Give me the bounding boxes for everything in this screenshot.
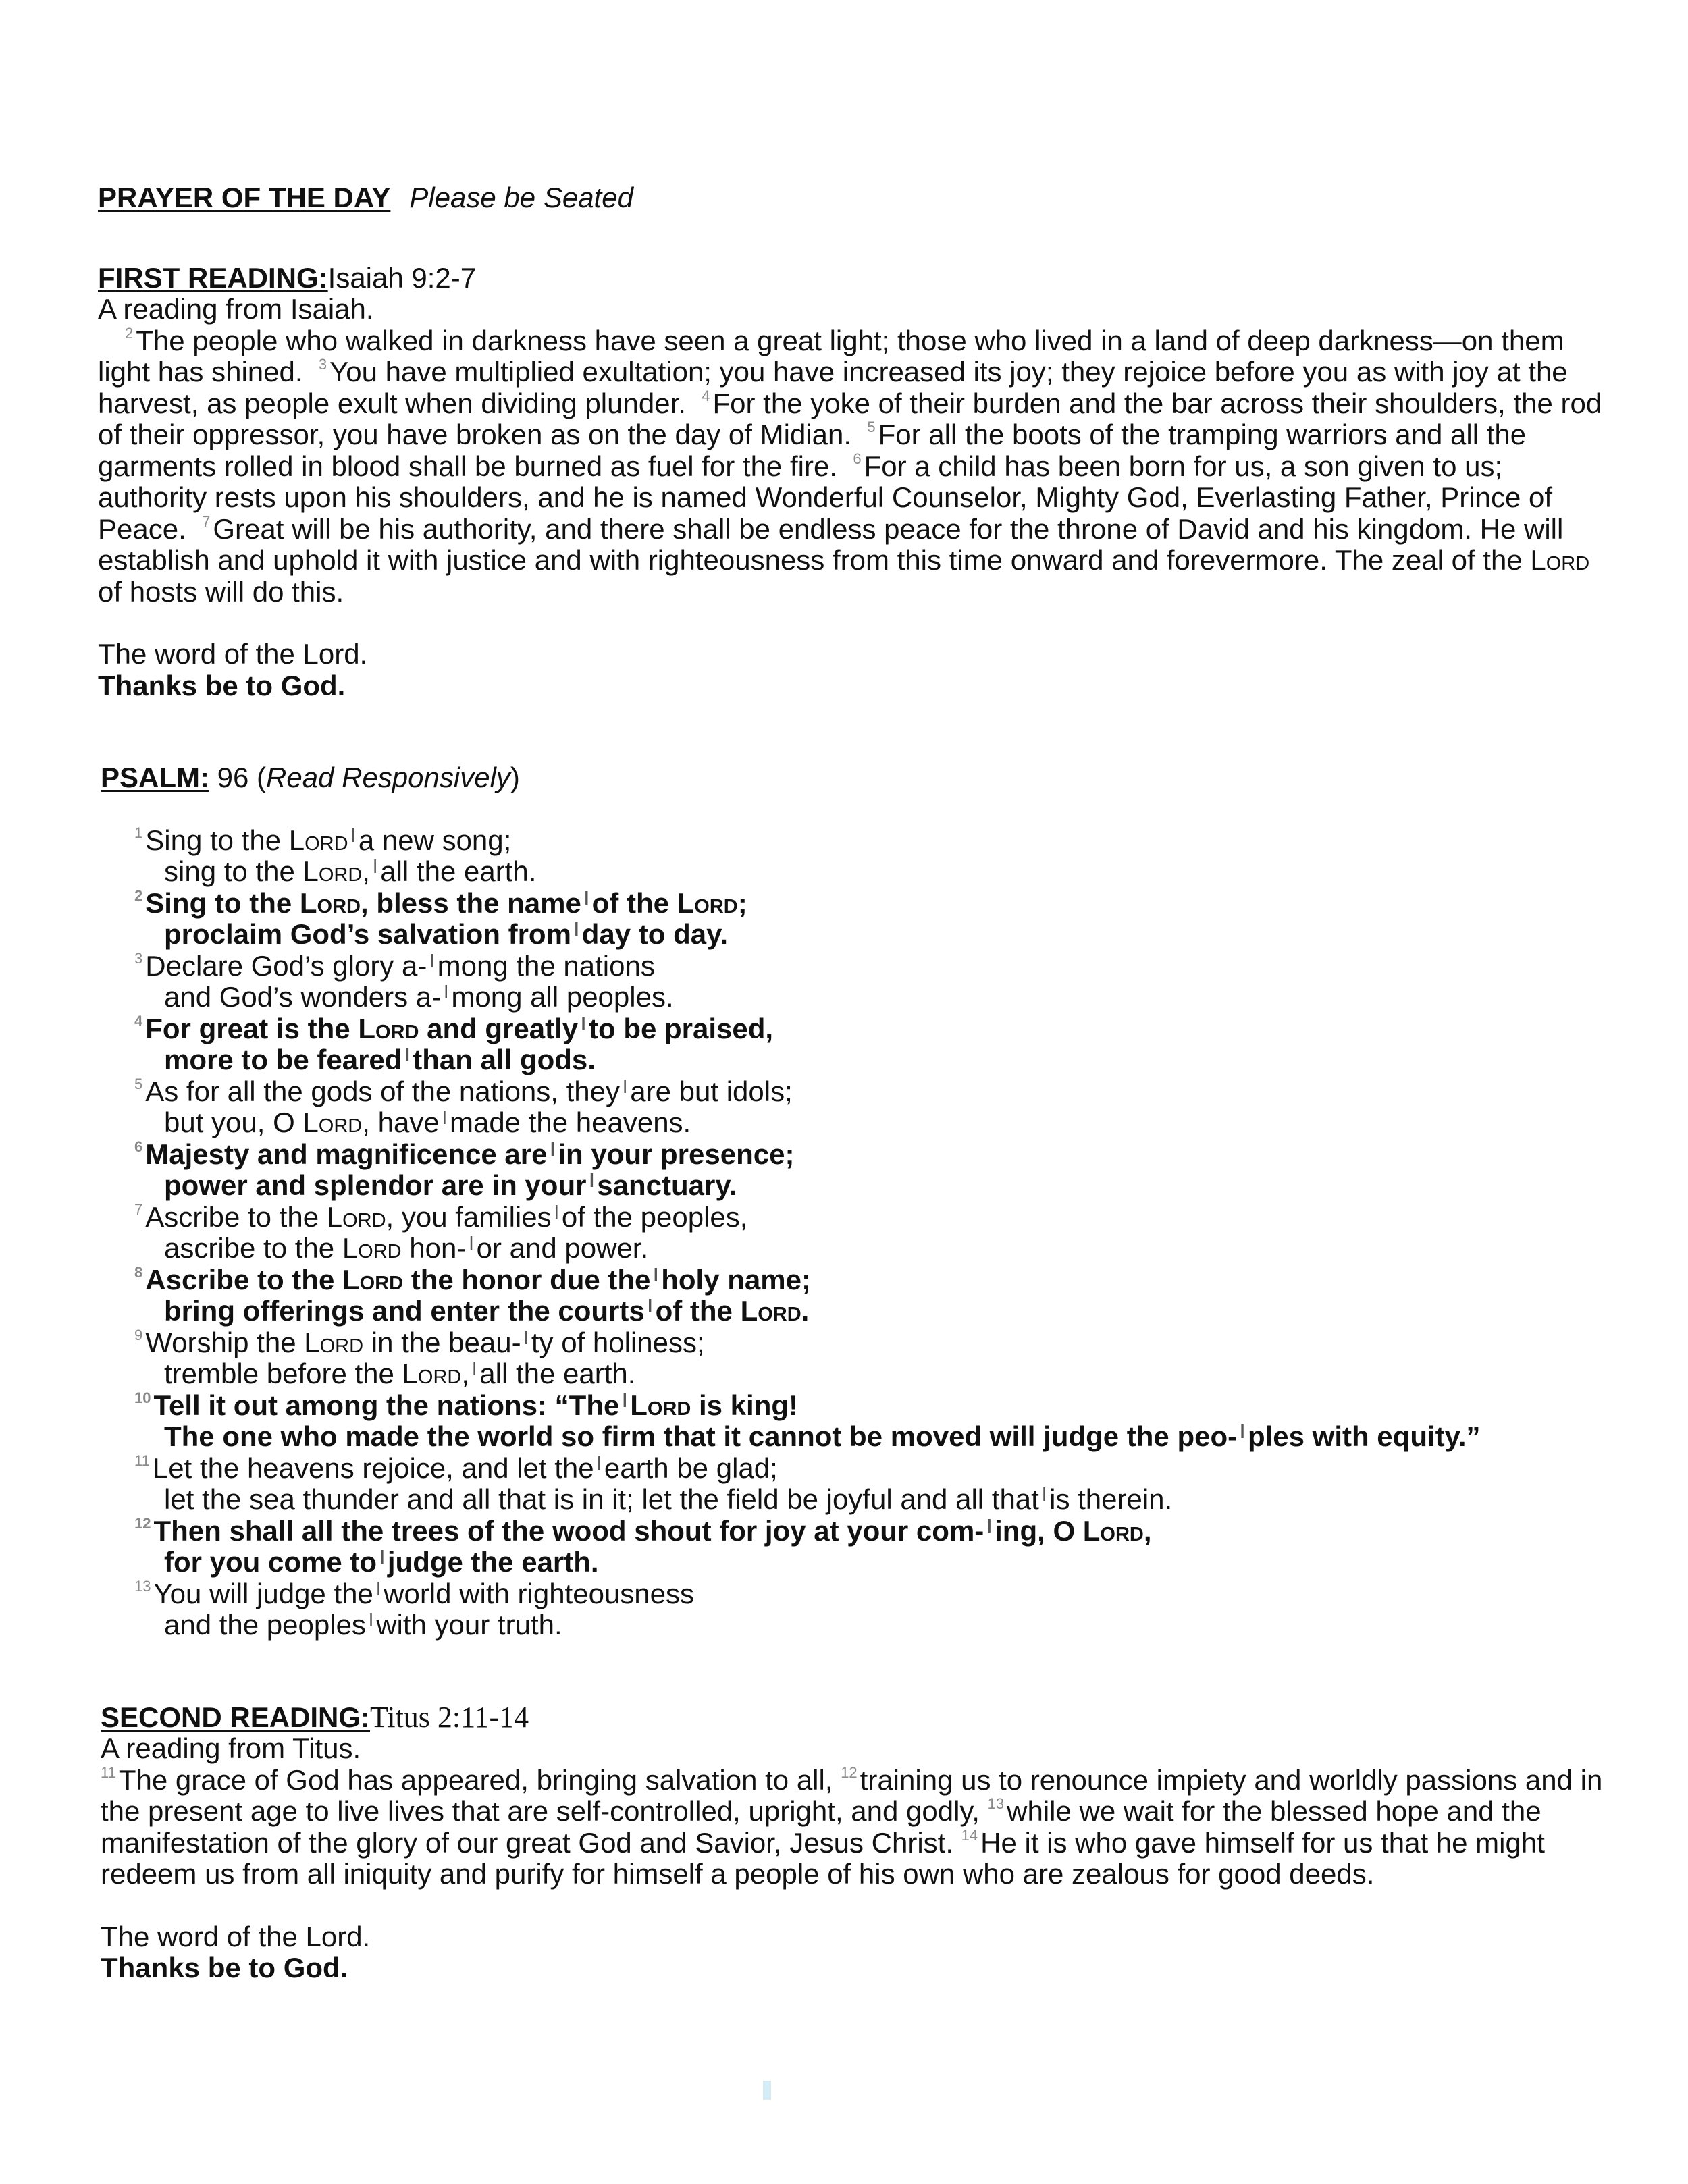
- psalm-text: Declare God’s glory a-: [145, 949, 427, 982]
- psalm-verse-continuation: [101, 1170, 1610, 1202]
- verse-text: The people who walked in darkness have seen a great light; those who lived in a land of deep darkness—on them light has shined.: [98, 324, 1564, 388]
- verse-number: 5: [134, 1075, 143, 1092]
- psalm-number: 96: [217, 762, 249, 793]
- verse-number: 7: [202, 512, 211, 530]
- second-reading-section: [101, 1702, 1610, 1984]
- first-reading-text: [98, 325, 1610, 608]
- bulletin-page: [98, 182, 1610, 1984]
- psalm-verse-continuation: [101, 1609, 1610, 1641]
- psalm-text: earth be glad;: [604, 1451, 778, 1484]
- pointing-mark: ǀ: [375, 1578, 381, 1599]
- verse-number: 6: [853, 450, 862, 467]
- psalm-text: ascribe to the: [164, 1232, 342, 1264]
- psalm-text: ,: [362, 855, 370, 887]
- response-leader: The word of the Lord.: [101, 1920, 371, 1952]
- psalm-verse-line: [101, 1202, 1610, 1233]
- prayer-section: [98, 182, 1610, 214]
- pointing-mark: ǀ: [523, 1327, 529, 1348]
- psalm-verse-continuation: [101, 1484, 1610, 1516]
- lord-small-caps: Lord: [302, 1107, 363, 1138]
- lord-small-caps: Lord: [740, 1295, 801, 1327]
- pointing-mark: ǀ: [472, 1358, 477, 1379]
- first-reading-section: [98, 263, 1610, 702]
- pointing-mark: ǀ: [442, 1107, 447, 1128]
- psalm-verse-line: [101, 951, 1610, 982]
- response-leader: The word of the Lord.: [98, 638, 368, 670]
- verse-number: 5: [867, 419, 876, 435]
- psalm-verse-continuation: [101, 1421, 1610, 1453]
- verse-text: For a child has been born for us, a son given to us; authority rests upon his shoulders, and he is named Wonderful Counselor, Mighty God, Everlasting Father, Prince of Peace.: [98, 450, 1553, 545]
- psalm-text: sanctuary.: [597, 1169, 737, 1201]
- psalm-text: the honor due the: [403, 1263, 651, 1296]
- second-reading-title: [101, 1702, 1610, 1734]
- pointing-mark: ǀ: [622, 1389, 628, 1411]
- psalm-heading: PSALM:: [101, 762, 209, 793]
- psalm-verse-continuation: [101, 856, 1610, 888]
- psalm-text: Let the heavens rejoice, and let the: [152, 1451, 594, 1484]
- first-reading-reference: Isaiah 9:2-7: [327, 261, 477, 294]
- verse-number: 7: [134, 1200, 143, 1218]
- psalm-text: day to day.: [581, 918, 729, 950]
- pointing-mark: ǀ: [404, 1044, 411, 1065]
- pointing-mark: ǀ: [986, 1515, 993, 1537]
- psalm-text: ples with equity.”: [1247, 1420, 1481, 1452]
- psalm-text: ty of holiness;: [531, 1326, 705, 1358]
- psalm-text: ing, O: [995, 1514, 1083, 1547]
- psalm-text: tremble before the: [164, 1358, 402, 1389]
- psalm-text: holy name;: [661, 1263, 811, 1296]
- psalm-text: more to be feared: [164, 1044, 402, 1075]
- lord-small-caps: Lord: [326, 1200, 386, 1233]
- psalm-text: with your truth.: [376, 1609, 562, 1641]
- verse-number: 4: [702, 387, 710, 404]
- verse-number: 14: [961, 1826, 978, 1844]
- psalm-text: is king!: [691, 1389, 799, 1421]
- pointing-mark: ǀ: [653, 1264, 659, 1285]
- pointing-mark: ǀ: [469, 1233, 474, 1254]
- verse-text: The grace of God has appeared, bringing salvation to all,: [118, 1763, 833, 1796]
- second-reading-heading: SECOND READING:: [101, 1701, 371, 1733]
- pointing-mark: ǀ: [368, 1609, 374, 1630]
- psalm-verse-line: [101, 1076, 1610, 1108]
- psalm-text: of the: [655, 1295, 741, 1327]
- verse-text: training us to renounce impiety and worldly passions and in the present age to live lives that are self-controlled, upright, and godly,: [101, 1763, 1603, 1827]
- psalm-text: of the peoples,: [561, 1200, 748, 1233]
- psalm-verse-continuation: [101, 1296, 1610, 1327]
- psalm-verse-line: [101, 888, 1610, 920]
- lord-small-caps: Lord: [358, 1012, 419, 1044]
- psalm-text: is therein.: [1049, 1483, 1173, 1515]
- psalm-text: mong all peoples.: [451, 981, 674, 1013]
- psalm-text: a new song;: [358, 824, 512, 856]
- psalm-text: The one who made the world so firm that it cannot be moved will judge the peo-: [164, 1420, 1238, 1452]
- psalm-verse-continuation: [101, 1044, 1610, 1076]
- verse-number: 13: [987, 1795, 1005, 1812]
- psalm-text: in the beau-: [363, 1326, 521, 1358]
- pointing-mark: ǀ: [589, 1170, 595, 1191]
- psalm-title: PSALM: 96 (Read Responsively): [101, 762, 520, 793]
- psalm-text: mong the nations: [437, 949, 655, 982]
- psalm-text: Ascribe to the: [145, 1263, 342, 1296]
- verse-number: 11: [134, 1451, 150, 1469]
- verse-text: He it is who gave himself for us that he might redeem us from all iniquity and purify for himself a people of his own who are zealous for good deeds.: [101, 1826, 1545, 1890]
- response-people: Thanks be to God.: [101, 1952, 348, 1983]
- verse-number: 9: [134, 1326, 143, 1343]
- psalm-verse-continuation: [101, 1107, 1610, 1139]
- psalm-instruction: Read Responsively: [266, 762, 510, 793]
- psalm-text: and greatly: [419, 1012, 579, 1044]
- psalm-verse-line: [101, 1013, 1610, 1045]
- page-marker: [763, 2081, 771, 2100]
- verse-text: For the yoke of their burden and the bar across their shoulders, the rod of their oppressor, you have broken as on the day of Midian.: [98, 387, 1602, 450]
- psalm-verse-line: [101, 1453, 1610, 1485]
- psalm-text: but you, O: [164, 1107, 303, 1138]
- lord-small-caps: Lord: [342, 1232, 402, 1264]
- psalm-text: hon-: [401, 1232, 467, 1264]
- response-people: Thanks be to God.: [98, 669, 346, 701]
- verse-number: 12: [841, 1763, 858, 1781]
- verse-number: 2: [134, 886, 143, 904]
- verse-number: 11: [101, 1763, 116, 1781]
- second-reading-intro: A reading from Titus.: [101, 1732, 361, 1764]
- lord-small-caps: Lord: [630, 1389, 691, 1421]
- psalm-text: ,: [461, 1358, 470, 1389]
- psalm-text: world with righteousness: [384, 1577, 695, 1609]
- pointing-mark: ǀ: [350, 824, 356, 846]
- lord-small-caps: Lord: [1082, 1514, 1144, 1547]
- verse-number: 6: [134, 1138, 143, 1155]
- psalm-text: of the: [591, 886, 677, 919]
- verse-number: 1: [134, 824, 143, 841]
- first-reading-title: [98, 263, 1610, 294]
- pointing-mark: ǀ: [372, 856, 378, 877]
- psalm-verse-continuation: [101, 1547, 1610, 1578]
- psalm-verse-continuation: [101, 982, 1610, 1013]
- lord-small-caps: Lord: [288, 824, 348, 856]
- verse-number: 4: [134, 1012, 143, 1030]
- psalm-verse-line: [101, 1578, 1610, 1610]
- psalm-text: ;: [737, 886, 747, 919]
- psalm-text: all the earth.: [479, 1358, 636, 1389]
- psalm-text: power and splendor are in your: [164, 1169, 587, 1201]
- pointing-mark: ǀ: [554, 1201, 559, 1223]
- lord-small-caps: Lord: [304, 1326, 364, 1358]
- psalm-text: As for all the gods of the nations, they: [145, 1075, 621, 1107]
- psalm-text: to be praised,: [589, 1012, 774, 1044]
- psalm-verse-continuation: [101, 1358, 1610, 1390]
- lord-small-caps: Lord: [677, 886, 738, 919]
- second-reading-reference: Titus 2:11-14: [370, 1700, 529, 1734]
- verse-text: while we wait for the blessed hope and the manifestation of the glory of our great God and Savior, Jesus Christ.: [101, 1795, 1541, 1859]
- lord-small-caps: Lord: [342, 1263, 404, 1296]
- psalm-verse-line: [101, 1516, 1610, 1547]
- pointing-mark: ǀ: [1041, 1484, 1047, 1505]
- psalm-verse-line: [101, 825, 1610, 857]
- psalm-text: are but idols;: [630, 1075, 793, 1107]
- verse-number: 13: [134, 1577, 151, 1595]
- psalm-verse-continuation: [101, 1233, 1610, 1264]
- pointing-mark: ǀ: [596, 1452, 602, 1474]
- psalm-verse-line: [101, 1139, 1610, 1171]
- pointing-mark: ǀ: [429, 950, 435, 971]
- verse-number: 2: [125, 324, 134, 342]
- psalm-verse-line: [101, 1327, 1610, 1359]
- psalm-text: judge the earth.: [387, 1546, 599, 1578]
- psalm-text: than all gods.: [413, 1044, 596, 1075]
- verse-text: For all the boots of the tramping warriors and all the garments rolled in blood shall be burned as fuel for the fire.: [98, 419, 1527, 482]
- psalm-text: Sing to the: [145, 886, 300, 919]
- psalm-text: sing to the: [164, 855, 303, 887]
- psalm-text: and the peoples: [164, 1609, 366, 1641]
- psalm-text: and God’s wonders a-: [164, 981, 442, 1013]
- first-reading-intro: A reading from Isaiah.: [98, 293, 374, 325]
- psalm-verse-continuation: [101, 919, 1610, 951]
- verse-number: 3: [134, 949, 143, 967]
- first-reading-heading: FIRST READING:: [98, 261, 328, 294]
- verse-text: You have multiplied exultation; you have increased its joy; they rejoice before you as with joy at the harvest, as people exult when dividing plunder.: [98, 356, 1568, 419]
- pointing-mark: ǀ: [647, 1296, 653, 1316]
- prayer-instruction: Please be Seated: [409, 182, 633, 213]
- psalm-text: in your presence;: [558, 1138, 795, 1170]
- psalm-text: Sing to the: [145, 824, 289, 856]
- second-reading-text: [101, 1765, 1610, 1890]
- psalm-text: for you come to: [164, 1546, 377, 1578]
- lord-small-caps: Lord: [1530, 544, 1590, 576]
- psalm-text: ,: [1143, 1514, 1152, 1547]
- psalm-text: For great is the: [145, 1012, 359, 1044]
- psalm-text: You will judge the: [153, 1577, 373, 1609]
- pointing-mark: ǀ: [583, 887, 589, 909]
- pointing-mark: ǀ: [581, 1013, 587, 1034]
- pointing-mark: ǀ: [573, 919, 579, 940]
- verse-number: 10: [134, 1389, 151, 1406]
- verse-number: 3: [318, 356, 327, 373]
- psalm-text: Then shall all the trees of the wood shout for joy at your com-: [153, 1514, 984, 1547]
- verse-text: of hosts will do this.: [98, 575, 344, 608]
- verse-number: 8: [134, 1263, 143, 1281]
- psalm-text: bring offerings and enter the courts: [164, 1295, 645, 1327]
- psalm-verses: [101, 825, 1610, 1641]
- pointing-mark: ǀ: [1240, 1421, 1245, 1442]
- pointing-mark: ǀ: [444, 982, 449, 1003]
- verse-number: 12: [134, 1514, 151, 1532]
- lord-small-caps: Lord: [299, 886, 361, 919]
- psalm-text: proclaim God’s salvation from: [164, 918, 571, 950]
- verse-text: Great will be his authority, and there shall be endless peace for the throne of David and his kingdom. He will establish and uphold it with justice and with righteousness from this time onward and forevermore. The zeal of the: [98, 512, 1564, 576]
- pointing-mark: ǀ: [379, 1547, 385, 1568]
- prayer-heading: PRAYER OF THE DAY: [98, 182, 391, 213]
- psalm-text: , have: [362, 1107, 440, 1138]
- psalm-text: Majesty and magnificence are: [145, 1138, 548, 1170]
- psalm-section: [101, 762, 1610, 1641]
- psalm-text: let the sea thunder and all that is in it; let the field be joyful and all that: [164, 1483, 1039, 1515]
- psalm-text: .: [801, 1295, 810, 1327]
- psalm-text: Ascribe to the: [145, 1200, 327, 1233]
- psalm-text: or and power.: [476, 1232, 649, 1264]
- psalm-text: , bless the name: [361, 886, 581, 919]
- psalm-text: , you families: [386, 1200, 552, 1233]
- psalm-verse-line: [101, 1390, 1610, 1422]
- psalm-text: Worship the: [145, 1326, 305, 1358]
- psalm-text: made the heavens.: [449, 1107, 691, 1138]
- psalm-verse-line: [101, 1264, 1610, 1296]
- lord-small-caps: Lord: [302, 855, 363, 887]
- pointing-mark: ǀ: [623, 1075, 628, 1097]
- pointing-mark: ǀ: [550, 1138, 556, 1160]
- psalm-text: Tell it out among the nations: “The: [153, 1389, 620, 1421]
- lord-small-caps: Lord: [402, 1358, 462, 1389]
- psalm-text: all the earth.: [380, 855, 537, 887]
